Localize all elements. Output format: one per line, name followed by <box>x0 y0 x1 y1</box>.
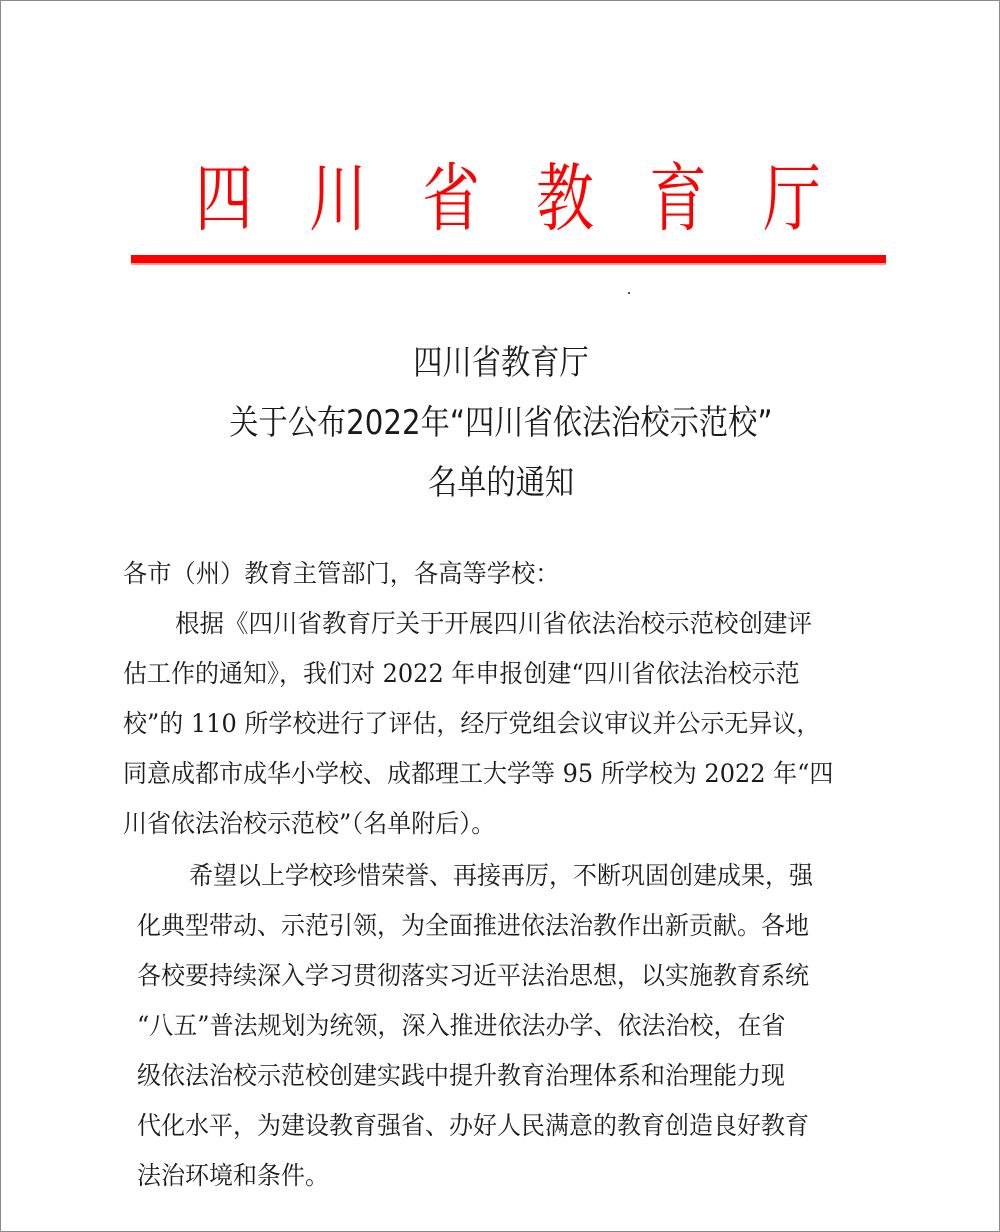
salutation: 各市（州）教育主管部门，各高等学校： <box>123 559 560 588</box>
letterhead-char: 教 <box>535 156 594 242</box>
title-line-2: 关于公布2022年“四川省依法治校示范校” <box>229 403 773 443</box>
letterhead-char: 厅 <box>763 156 821 242</box>
letterhead-divider <box>131 255 886 263</box>
paragraph-2-line: 级依法治校示范校创建实践中提升教育治理体系和治理能力现 <box>137 1061 786 1090</box>
letterhead-char: 育 <box>649 156 708 242</box>
paragraph-2-line: 化典型带动、示范引领，为全面推进依法治教作出新贡献。各地 <box>137 911 810 940</box>
paragraph-2-line: “八五”普法规划为统领，深入推进依法办学、依法治校，在省 <box>137 1011 786 1040</box>
paragraph-2-line: 各校要持续深入学习贯彻落实习近平法治思想，以实施教育系统 <box>137 961 810 990</box>
paragraph-2-line: 法治环境和条件。 <box>137 1161 330 1190</box>
paragraph-2-line: 代化水平，为建设教育强省、办好人民满意的教育创造良好教育 <box>137 1111 810 1140</box>
paragraph-1-line: 川省依法治校示范校”（名单附后）。 <box>123 809 496 838</box>
stray-mark <box>628 292 630 294</box>
paragraph-1-line: 校”的 110 所学校进行了评估，经厅党组会议审议并公示无异议， <box>123 709 821 738</box>
letterhead-char: 省 <box>422 156 481 242</box>
paragraph-1-line: 根据《四川省教育厅关于开展四川省依法治校示范校创建评 <box>175 609 813 638</box>
paragraph-1-line: 同意成都市成华小学校、成都理工大学等 95 所学校为 2022 年“四 <box>123 759 834 788</box>
paragraph-1-line: 估工作的通知》，我们对 2022 年申报创建“四川省依法治校示范 <box>123 659 800 688</box>
letterhead-char: 四 <box>195 156 253 242</box>
paragraph-2-line: 希望以上学校珍惜荣誉、再接再厉，不断巩固创建成果，强 <box>189 861 814 890</box>
letterhead-char: 川 <box>308 156 367 242</box>
letterhead <box>129 143 889 243</box>
title-line-1: 四川省教育厅 <box>413 343 589 383</box>
title-line-3: 名单的通知 <box>427 463 575 503</box>
